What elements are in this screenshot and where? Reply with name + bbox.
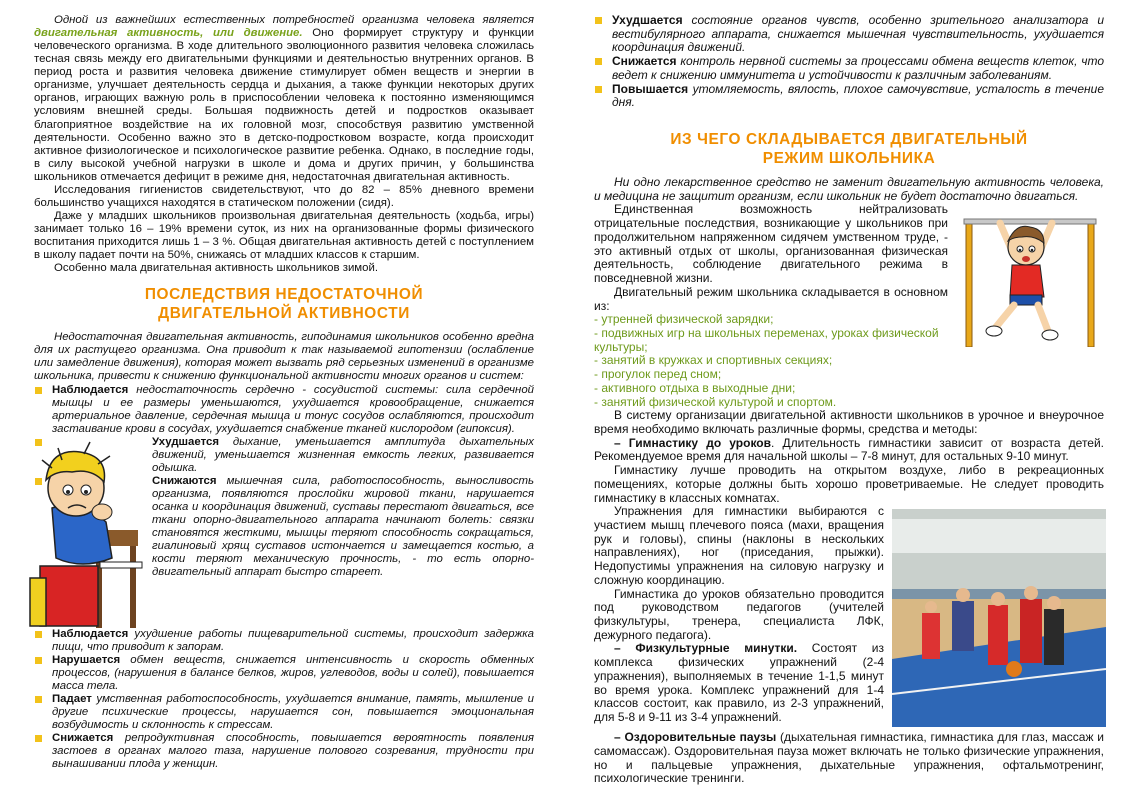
bullet-item: Наблюдается недостаточность сердечно - сосудистой системы: сила сердечной мышцы и ее размеры уменьшаются, ухудшается кровообращение, снижается артериальное давление, сердечная мышца и тонус сосудов ослабляются, происходит застаивание крови в сосудах, ухудшается снабжение тканей кислородом (гипоксия). <box>34 384 534 436</box>
school-basketball-photo <box>892 509 1106 727</box>
outdoor-paragraph: Гимнастику лучше проводить на открытом воздухе, либо в рекреационных помещениях, которые должны быть хорошо проветриваемые. Не следует проводить гимнастику в классных комнатах. <box>594 463 1104 505</box>
system-paragraph: В систему организации двигательной активности школьников в урочное и внеурочное время необходимо включать различные формы, средства и методы: <box>594 408 1104 436</box>
consequences-heading <box>34 285 534 323</box>
intro-lead: Одной из важнейших естественных потребностей организма человека является <box>54 14 534 26</box>
left-column <box>34 14 534 771</box>
bullet-item: Повышается утомляемость, вялость, плохое самочувствие, усталость в течение дня. <box>594 83 1104 110</box>
bullet-item: Падает умственная работоспособность, ухудшается внимание, память, мышление и другие психические процессы, нарушается сон, повышается эмоциональная возбудимость и склонность к стрессам. <box>34 693 534 732</box>
intro-highlight: двигательная активность, или движение. <box>34 27 303 40</box>
regime-paragraph: Двигательный режим школьника складывается в основном из: <box>594 284 948 313</box>
intro-rest: Оно формирует структуру и функции человеческого организма. В ходе длительного эволюционного развития человека сложилась тесная связь между его двигательными функциями и деятельностью внутренних органов. В период роста и развития человека движение стимулирует обмен веществ и энергии в организме, улучшает деятельность сердца и дыхания, а также функции некоторых других органов, играющих важную роль в приспособлении человека к постоянно изменяющимся условиям внешней среды. Большая подвижность детей и подростков оказывает благоприятное воздействие на их головной мозг, способствуя развитию умственной деятельности. Особенно важно это в детско-подростковом возрасте, когда происходит активное физиологическое и психологическое развитие ребенка. Однако, в последние годы, в силу высокой учебной нагрузки в школе и дома и других причин, у большинства школьников отмечается дефицит в режиме дня, недостаточная двигательная активность. <box>34 27 535 183</box>
bullet-item: Наблюдается ухудшение работы пищеварительной системы, происходит задержка пищи, что приводит к запорам. <box>34 628 534 654</box>
list-item: - занятий физической культурой и спортом. <box>594 394 837 409</box>
list-item: - подвижных игр на школьных переменах, уроках физической культуры; <box>594 325 939 354</box>
fizminutki-paragraph: – Физкультурные минутки. Состоят из комплекса физических упражнений (2-4 упражнения), выполняемых в течение 1-1,5 минут во время урока. Комплекс упражнений для 1-4 классов состоит, как правило, из 2-3 упражнений, для 5-8 и 9-11 из 3-4 упражнений. <box>594 641 884 725</box>
exercises-paragraph: Упражнения для гимнастики выбираются с участием мышц плечевого пояса (махи, вращения рук и головы), спины (наклоны в нескольких направлениях), ног (приседания, прыжки). Недопустимы упражнения на силовую нагрузку и сложную координацию. <box>594 504 884 587</box>
neutralize-paragraph: Единственная возможность нейтрализовать отрицательные последствия, возникающие у школьников при продолжительном напряженном сидячем умственном труде, - это активный отдых от школы, организованная физическая деятельность, соблюдение двигательного режима в повседневной жизни. <box>594 202 948 286</box>
bullet-item: Снижается контроль нервной системы за процессами обмена веществ клеток, что ведет к снижению иммунитета и устойчивости к различным заболеваниям. <box>594 55 1104 82</box>
boy-on-horizontal-bar-illustration <box>956 207 1104 347</box>
gymnastics-paragraph: – Гимнастику до уроков. Длительность гимнастики зависит от возраста детей. Рекомендуемое время для начальной школы – 7-8 минут, для остальных 9-10 минут. <box>594 435 1105 464</box>
list-item: - активного отдыха в выходные дни; <box>594 380 796 395</box>
list-item: - утренней физической зарядки; <box>594 312 774 327</box>
bullet-item: Ухудшается дыхание, уменьшается амплитуда дыхательных движений, уменьшается жизненная емкость легких, развивается одышка. <box>34 436 534 475</box>
hypodynamia-paragraph: Недостаточная двигательная активность, гиподинамия школьников особенно вредна для их растущего организма. Она приводит к так называемой гипотензии (ослабление или замедление движения), которая может вызвать ряд серьезных изменений в организме школьника, привести к снижению функциональной активности многих органов и систем: <box>34 331 534 383</box>
list-item: - занятий в кружках и спортивных секциях; <box>594 353 833 368</box>
winter-paragraph: Особенно мала двигательная активность школьников зимой. <box>54 262 378 275</box>
list-item: - прогулок перед сном; <box>594 367 722 382</box>
teachers-paragraph: Гимнастика до уроков обязательно проводится под руководством педагогов (учителей физкультуры, тренера, специалиста ЛФК, дежурного педагога). <box>594 586 884 642</box>
bullet-item: Снижаются мышечная сила, работоспособность, выносливость организма, появляются прослойки жировой ткани, нарушается осанка и координация движений, суставы перестают двигаться, все ткани опорно-двигательного аппарата начинают болеть: связки становятся жесткими, мышцы теряют способность сокращаться, гиалиновый хрящ суставов истончается и замещается костью, а кости теряют механическую прочность, - то есть опорно-двигательный аппарат быстро стареет. <box>34 475 534 580</box>
regime-heading <box>594 130 1104 168</box>
hygiene-paragraph: Исследования гигиенистов свидетельствуют, что до 82 – 85% дневного времени большинство учащихся находятся в статическом положении (сидя). <box>34 183 534 209</box>
right-column <box>594 14 1104 786</box>
juniors-paragraph: Даже у младших школьников произвольная двигательная деятельность (ходьба, игры) занимает только 16 – 19% времени суток, из них на организованные формы физического воспитания приходится лишь 1 – 3 %. Общая двигательная активность детей с поступлением в школу падает почти на 50%, снижаясь от младших классов к старшим. <box>34 209 534 262</box>
pauses-paragraph: – Оздоровительные паузы (дыхательная гимнастика, гимнастика для глаз, массаж и самомассаж). Оздоровительная пауза может включать не только физические упражнения, но и пальцевые упражнения, дыхательные упражнения, офтальмотренинг, психологические тренинги. <box>594 730 1104 786</box>
bullet-item: Снижается репродуктивная способность, повышается вероятность появления застоев в органах малого таза, нарушение полового созревания, трудности при вынашивании плода у женщин. <box>34 732 534 771</box>
bullet-item: Ухудшается состояние органов чувств, особенно зрительного анализатора и вестибулярного аппарата, снижается мышечная чувствительность, ухудшается координация движений. <box>594 14 1104 55</box>
bullet-item: Нарушается обмен веществ, снижается интенсивность и скорость обменных процессов, (нарушения в балансе белков, жиров, углеводов, воды и солей), повышается масса тела. <box>34 654 534 693</box>
consequences-heading-line1: ПОСЛЕДСТВИЯ НЕДОСТАТОЧНОЙ <box>144 286 424 304</box>
intro-paragraph <box>34 14 534 184</box>
regime-heading-line1: ИЗ ЧЕГО СКЛАДЫВАЕТСЯ ДВИГАТЕЛЬНЫЙ <box>670 131 1028 149</box>
regime-heading-line2: РЕЖИМ ШКОЛЬНИКА <box>762 150 936 168</box>
medicine-quote: Ни одно лекарственное средство не заменит двигательную активность человека, и медицина не защитит организм, если школьник не будет достаточно двигаться. <box>594 175 1104 203</box>
consequences-heading-line2: ДВИГАТЕЛЬНОЙ АКТИВНОСТИ <box>158 305 410 323</box>
